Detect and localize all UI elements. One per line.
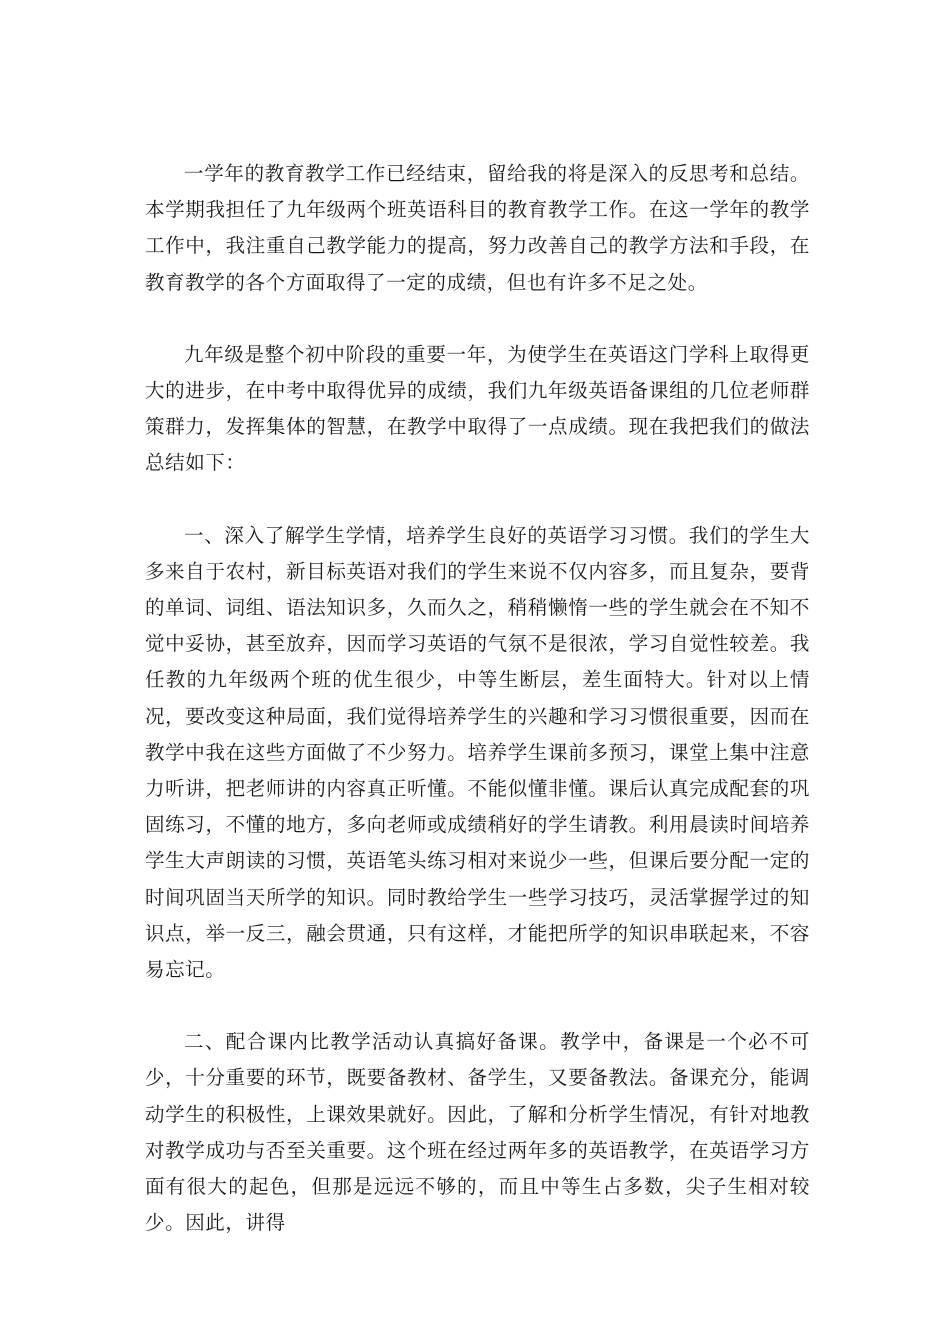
paragraph-point-two: 二、配合课内比教学活动认真搞好备课。教学中，备课是一个必不可少，十分重要的环节，既要备教材、备学生，又要备教法。备课充分，能调动学生的积极性，上课效果就好。因此，了解和分析学生情况，有针对地教对教学成功与否至关重要。这个班在经过两年多的英语教学，在英语学习方面有很大的起色，但那是远远不够的，而且中等生占多数，尖子生相对较少。因此，讲得 xyxy=(145,1030,810,1235)
paragraph-grade-nine: 九年级是整个初中阶段的重要一年，为使学生在英语这门学科上取得更大的进步，在中考中取得优异的成绩，我们九年级英语备课组的几位老师群策群力，发挥集体的智慧，在教学中取得了一点成绩。现在我把我们的做法总结如下： xyxy=(145,342,810,475)
paragraph-intro: 一学年的教育教学工作已经结束，留给我的将是深入的反思考和总结。本学期我担任了九年级两个班英语科目的教育教学工作。在这一学年的教学工作中，我注重自己教学能力的提高，努力改善自己的教学方法和手段，在教育教学的各个方面取得了一定的成绩，但也有许多不足之处。 xyxy=(145,162,810,294)
paragraph-point-one: 一、深入了解学生学情，培养学生良好的英语学习习惯。我们的学生大多来自于农村，新目标英语对我们的学生来说不仅内容多，而且复杂，要背的单词、词组、语法知识多，久而久之，稍稍懒惰一些的学生就会在不知不觉中妥协，甚至放弃，因而学习英语的气氛不是很浓，学习自觉性较差。我任教的九年级两个班的优生很少，中等生断层，差生面特大。针对以上情况，要改变这种局面，我们觉得培养学生的兴趣和学习习惯很重要，因而在教学中我在这些方面做了不少努力。培养学生课前多预习，课堂上集中注意力听讲，把老师讲的内容真正听懂。不能似懂非懂。课后认真完成配套的巩固练习，不懂的地方，多向老师或成绩稍好的学生请教。利用晨读时间培养学生大声朗读的习惯，英语笔头练习相对来说少一些，但课后要分配一定的时间巩固当天所学的知识。同时教给学生一些学习技巧，灵活掌握学过的知识点，举一反三，融会贯通，只有这样，才能把所学的知识串联起来，不容易忘记。 xyxy=(145,523,810,982)
document-body xyxy=(145,156,810,1241)
